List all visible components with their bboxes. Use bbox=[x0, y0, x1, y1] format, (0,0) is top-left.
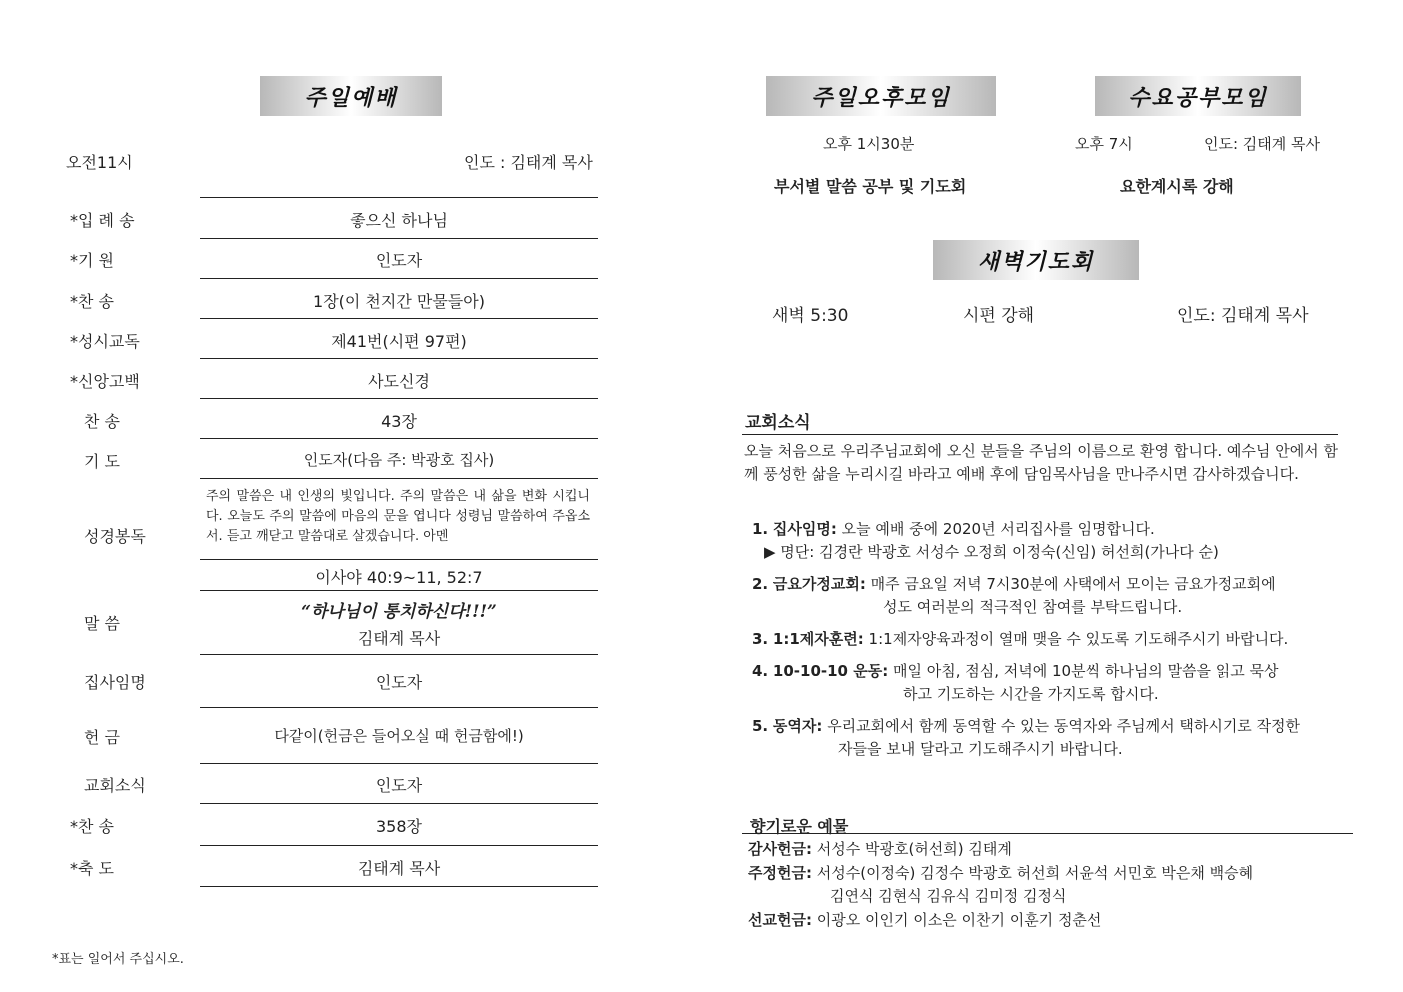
news-divider bbox=[742, 434, 1338, 435]
order-label: *기 원 bbox=[70, 251, 114, 270]
news-item-number: 5. bbox=[752, 717, 769, 735]
order-value: 1장(이 천지간 만물들아) bbox=[313, 292, 485, 311]
news-item-head: 동역자: bbox=[772, 717, 823, 735]
dawn-desc: 시편 강해 bbox=[963, 306, 1035, 326]
order-label: 찬 송 bbox=[84, 412, 120, 431]
news-item bbox=[752, 573, 1276, 596]
news-item-text: 1:1제자양육과정이 열매 맺을 수 있도록 기도해주시기 바랍니다. bbox=[868, 630, 1289, 648]
order-value: 김태계 목사 bbox=[357, 859, 441, 878]
offering-names: 이광오 이인기 이소은 이찬기 이훈기 정춘선 bbox=[816, 911, 1102, 929]
divider bbox=[200, 478, 598, 479]
offering-title: 향기로운 예물 bbox=[750, 817, 849, 836]
divider bbox=[200, 438, 598, 439]
order-label: *입 례 송 bbox=[70, 211, 135, 230]
wednesday-leader: 인도: 김태계 목사 bbox=[1204, 135, 1321, 153]
order-label: 헌 금 bbox=[84, 728, 120, 747]
order-label: 말 씀 bbox=[84, 614, 120, 633]
divider bbox=[200, 590, 598, 591]
news-item bbox=[752, 518, 1155, 541]
divider bbox=[200, 318, 598, 319]
wednesday-title: 수요공부모임 bbox=[1095, 76, 1301, 116]
offering-divider bbox=[742, 833, 1353, 834]
divider bbox=[200, 278, 598, 279]
news-item-text: 우리교회에서 함께 동역할 수 있는 동역자와 주님께서 택하시기로 작정한 bbox=[827, 717, 1301, 735]
divider bbox=[200, 707, 598, 708]
news-item-text: 매주 금요일 저녁 7시30분에 사택에서 모이는 금요가정교회에 bbox=[870, 575, 1276, 593]
divider bbox=[200, 803, 598, 804]
news-item-head: 10-10-10 운동: bbox=[772, 662, 889, 680]
order-label: *찬 송 bbox=[70, 817, 114, 836]
news-item bbox=[752, 628, 1288, 651]
divider bbox=[200, 398, 598, 399]
news-item-text-cont: 성도 여러분의 적극적인 참여를 부탁드립니다. bbox=[883, 598, 1183, 616]
afternoon-time: 오후 1시30분 bbox=[823, 135, 915, 153]
worship-title: 주일예배 bbox=[260, 76, 442, 116]
offering-row bbox=[748, 838, 1012, 861]
news-item-text: 오늘 예배 중에 2020년 서리집사를 임명합니다. bbox=[841, 520, 1155, 538]
order-label: *성시교독 bbox=[70, 332, 140, 351]
divider bbox=[200, 763, 598, 764]
news-item-text-cont: 자들을 보내 달라고 기도해주시기 바랍니다. bbox=[838, 740, 1123, 758]
order-value: 인도자 bbox=[375, 673, 423, 692]
afternoon-desc: 부서별 말씀 공부 및 기도회 bbox=[774, 177, 967, 196]
offering-names: 서성수(이정숙) 김정수 박광호 허선희 서윤석 서민호 박은채 백승혜 bbox=[816, 864, 1254, 882]
news-item bbox=[752, 715, 1300, 738]
order-label: *신앙고백 bbox=[70, 372, 140, 391]
afternoon-title: 주일오후모임 bbox=[766, 76, 996, 116]
scripture-prayer: 주의 말씀은 내 인생의 빛입니다. 주의 말씀은 내 삶을 변화 시킵니다. 오늘도 주의 말씀에 마음의 문을 엽니다 성령님 말씀하여 주옵소서. 듣고 깨닫고 말씀대로 살겠습니다. 아멘 bbox=[206, 489, 590, 544]
news-item-number: 2. bbox=[752, 575, 769, 593]
news-item-head: 1:1제자훈련: bbox=[772, 630, 864, 648]
news-item-text: 매일 아침, 점심, 저녁에 10분씩 하나님의 말씀을 읽고 묵상 bbox=[892, 662, 1279, 680]
order-label: 성경봉독 bbox=[84, 527, 146, 546]
dawn-time: 새벽 5:30 bbox=[772, 306, 849, 326]
news-intro: 오늘 처음으로 우리주님교회에 오신 분들을 주님의 이름으로 환영 합니다. 예수님 안에서 함께 풍성한 삶을 누리시길 바라고 예배 후에 담임목사님을 만나주시면 감사하겠습니다. bbox=[744, 442, 1338, 483]
news-item-number: 3. bbox=[752, 630, 769, 648]
news-item-text-cont: 하고 기도하는 시간을 가지도록 합시다. bbox=[903, 685, 1159, 703]
news-item-number: 4. bbox=[752, 662, 769, 680]
wednesday-time: 오후 7시 bbox=[1075, 135, 1133, 153]
offering-head: 선교헌금: bbox=[748, 911, 812, 929]
divider bbox=[200, 886, 598, 887]
divider bbox=[200, 845, 598, 846]
divider bbox=[200, 559, 598, 560]
worship-time: 오전11시 bbox=[66, 153, 133, 172]
order-value: 인도자 bbox=[375, 251, 423, 270]
news-item-head: 집사임명: bbox=[772, 520, 837, 538]
order-label: *찬 송 bbox=[70, 292, 114, 311]
divider bbox=[200, 197, 598, 198]
dawn-leader: 인도: 김태계 목사 bbox=[1177, 306, 1309, 326]
dawn-title: 새벽기도회 bbox=[933, 240, 1139, 280]
order-label: 집사임명 bbox=[84, 673, 146, 692]
wednesday-desc: 요한계시록 강해 bbox=[1120, 177, 1234, 196]
news-item-head: 금요가정교회: bbox=[772, 575, 866, 593]
news-item bbox=[752, 660, 1279, 683]
offering-head: 주정헌금: bbox=[748, 864, 812, 882]
offering-names: 서성수 박광호(허선희) 김태계 bbox=[816, 840, 1012, 858]
order-value: 사도신경 bbox=[368, 372, 430, 391]
order-label: 기 도 bbox=[84, 452, 120, 471]
stand-footnote: *표는 일어서 주십시오. bbox=[52, 952, 184, 967]
order-value: 다같이(헌금은 들어오실 때 헌금함에!) bbox=[274, 727, 524, 745]
order-value: 358장 bbox=[376, 817, 422, 836]
divider bbox=[200, 238, 598, 239]
divider bbox=[200, 654, 598, 655]
offering-names-cont: 김연식 김현식 김유식 김미정 김정식 bbox=[830, 887, 1067, 905]
offering-row bbox=[748, 862, 1253, 885]
worship-leader: 인도 : 김태계 목사 bbox=[464, 153, 593, 172]
divider bbox=[200, 358, 598, 359]
offering-head: 감사헌금: bbox=[748, 840, 812, 858]
sermon-preacher: 김태계 목사 bbox=[357, 629, 441, 648]
news-item-number: 1. bbox=[752, 520, 769, 538]
news-title: 교회소식 bbox=[745, 413, 811, 433]
scripture-reference: 이사야 40:9~11, 52:7 bbox=[315, 568, 483, 587]
order-value: 좋으신 하나님 bbox=[350, 211, 448, 230]
news-item-names: ▶ 명단: 김경란 박광호 서성수 오정희 이정숙(신임) 허선희(가나다 순) bbox=[764, 543, 1219, 561]
order-label: *축 도 bbox=[70, 859, 114, 878]
sermon-title: “하나님이 통치하신다!!!” bbox=[301, 602, 497, 622]
offering-row bbox=[748, 909, 1101, 932]
order-value: 제41번(시편 97편) bbox=[331, 332, 467, 351]
order-value: 인도자 bbox=[375, 776, 423, 795]
order-value: 인도자(다음 주: 박광호 집사) bbox=[303, 451, 495, 469]
order-label: 교회소식 bbox=[84, 776, 146, 795]
order-value: 43장 bbox=[381, 412, 417, 431]
